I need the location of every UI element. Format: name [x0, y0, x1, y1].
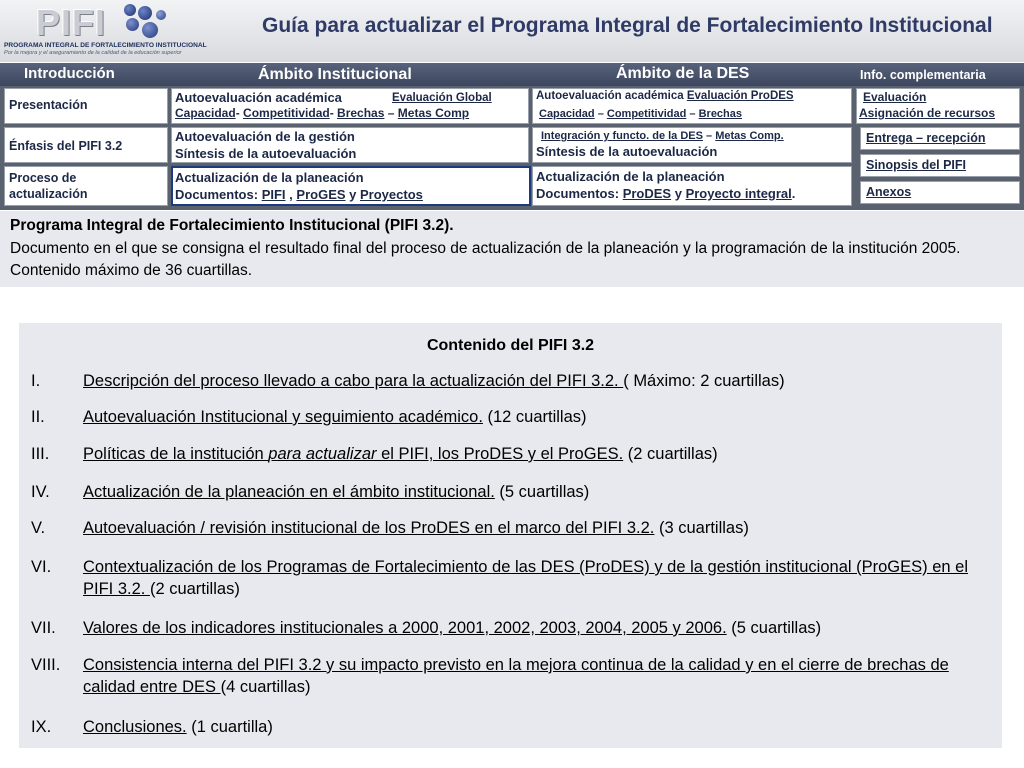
- item-text: [83, 370, 988, 392]
- tab-ambito-des[interactable]: Ámbito de la DES: [616, 65, 750, 82]
- item-rest: (2 cuartillas): [149, 580, 240, 598]
- item-rest: (1 cuartilla): [186, 718, 273, 736]
- link-integracion[interactable]: Integración y functo. de la DES: [541, 130, 703, 142]
- item-number: II.: [31, 408, 45, 426]
- link-metas-comp[interactable]: Metas Comp: [397, 106, 470, 120]
- separator: –: [689, 108, 696, 120]
- nav-cell-autoevaluacion-institucional[interactable]: [171, 88, 529, 124]
- item-link[interactable]: Conclusiones.: [83, 718, 187, 736]
- item-number: III.: [31, 445, 50, 463]
- description-title: Programa Integral de Fortalecimiento Institucional (PIFI 3.2).: [10, 217, 454, 234]
- contents-box: [19, 323, 1002, 748]
- nav-cell-presentacion[interactable]: [4, 88, 168, 124]
- nav-cell-entrega[interactable]: [860, 127, 1020, 150]
- item-text: [83, 556, 988, 600]
- nav-cell-actualizacion-des[interactable]: [532, 166, 852, 206]
- separator: -: [235, 106, 240, 120]
- nav-cell-anexos[interactable]: [860, 181, 1020, 204]
- item-text: [83, 617, 988, 639]
- link-proceso-line2[interactable]: actualización: [9, 187, 88, 201]
- page-title: Guía para actualizar el Programa Integral de Fortalecimiento Institucional: [262, 14, 993, 37]
- item-rest: (4 cuartillas): [220, 678, 311, 696]
- separator: –: [706, 130, 713, 142]
- description-box: [0, 211, 1024, 287]
- navigation-panel: [0, 63, 1024, 210]
- logo-ball-icon: [156, 10, 166, 20]
- separator: –: [387, 106, 395, 120]
- item-rest: (12 cuartillas): [482, 408, 587, 426]
- nav-cell-enfasis[interactable]: [4, 127, 168, 163]
- link-evaluacion[interactable]: Evaluación: [863, 90, 927, 104]
- link-proyecto-integral[interactable]: Proyecto integral: [685, 186, 792, 201]
- item-number: VI.: [31, 558, 52, 576]
- logo-word: PIFI: [36, 2, 107, 43]
- item-text: [83, 443, 988, 465]
- nav-header-bar: [0, 63, 1024, 86]
- link-actualizacion-des[interactable]: Actualización de la planeación: [536, 169, 725, 184]
- separator: -: [329, 106, 334, 120]
- tab-ambito-institucional[interactable]: Ámbito Institucional: [258, 66, 412, 83]
- separator: ,: [289, 187, 293, 202]
- item-link[interactable]: Valores de los indicadores institucionales a 2000, 2001, 2002, 2003, 2004, 2005 y 2006.: [83, 619, 727, 637]
- separator: –: [597, 108, 604, 120]
- item-rest: ( Máximo: 2 cuartillas): [623, 372, 785, 390]
- item-number: VIII.: [31, 656, 61, 674]
- link-presentacion[interactable]: Presentación: [9, 98, 88, 112]
- cap-comp-line: [175, 106, 469, 120]
- tab-introduccion[interactable]: Introducción: [24, 65, 115, 82]
- link-actualizacion-planeacion[interactable]: Actualización de la planeación: [175, 170, 364, 185]
- link-proyectos[interactable]: Proyectos: [360, 187, 423, 202]
- link-pifi[interactable]: PIFI: [261, 187, 286, 202]
- item-link[interactable]: Consistencia interna del PIFI 3.2 y su impacto previsto en la mejora continua de la calidad y en el cierre de brechas de calidad entre DES: [83, 656, 949, 696]
- item-link-italic[interactable]: para actualizar: [268, 445, 377, 463]
- link-capacidad-des[interactable]: Capacidad: [539, 108, 595, 120]
- link-capacidad[interactable]: Capacidad: [175, 106, 236, 120]
- item-rest: (5 cuartillas): [726, 619, 822, 637]
- link-sintesis-des[interactable]: Síntesis de la autoevaluación: [536, 144, 718, 159]
- item-link[interactable]: Actualización de la planeación en el ámbito institucional.: [83, 483, 495, 501]
- documentos-label: Documentos:: [536, 186, 620, 201]
- item-number: V.: [31, 519, 46, 537]
- item-link[interactable]: Descripción del proceso llevado a cabo para la actualización del PIFI 3.2.: [83, 372, 624, 390]
- item-rest: (3 cuartillas): [654, 519, 749, 537]
- link-competitividad-des[interactable]: Competitividad: [606, 108, 687, 120]
- header: [0, 0, 1024, 62]
- item-text: [83, 654, 988, 698]
- item-number: IX.: [31, 718, 52, 736]
- nav-cell-sinopsis[interactable]: [860, 154, 1020, 177]
- link-sinopsis[interactable]: Sinopsis del PIFI: [866, 158, 967, 172]
- logo-ball-icon: [124, 4, 136, 16]
- logo-ball-icon: [142, 22, 158, 38]
- item-text: [83, 517, 988, 539]
- link-autoevaluacion-academica[interactable]: Autoevaluación académica: [175, 90, 342, 105]
- nav-cell-evaluacion[interactable]: [856, 88, 1020, 124]
- period: .: [791, 186, 796, 201]
- tab-info-complementaria[interactable]: Info. complementaria: [860, 68, 986, 82]
- description-body: Documento en el que se consigna el resultado final del proceso de actualización de la planeación y la programación de la institución 2005. Contenido máximo de 36 cuartillas.: [10, 240, 961, 279]
- conjunction: y: [349, 187, 357, 202]
- link-sintesis-institucional[interactable]: Síntesis de la autoevaluación: [175, 146, 357, 161]
- item-link-part[interactable]: el PIFI, los ProDES y el ProGES.: [376, 445, 624, 463]
- logo-ball-icon: [126, 18, 139, 31]
- item-number: VII.: [31, 619, 56, 637]
- cap-comp-des-line: [539, 108, 742, 120]
- item-text: [83, 716, 988, 738]
- conjunction: y: [674, 186, 682, 201]
- link-prodes[interactable]: ProDES: [622, 186, 672, 201]
- link-brechas[interactable]: Brechas: [337, 106, 385, 120]
- item-number: IV.: [31, 483, 50, 501]
- link-asignacion-recursos[interactable]: Asignación de recursos: [859, 106, 996, 120]
- link-anexos[interactable]: Anexos: [866, 185, 912, 199]
- contents-title: Contenido del PIFI 3.2: [426, 337, 595, 354]
- nav-cell-integracion[interactable]: [532, 127, 852, 163]
- link-evaluacion-global[interactable]: Evaluación Global: [392, 92, 492, 104]
- link-enfasis[interactable]: Énfasis del PIFI 3.2: [9, 139, 123, 153]
- nav-cell-actualizacion-institucional[interactable]: [171, 166, 531, 206]
- nav-cell-proceso[interactable]: [4, 166, 168, 206]
- item-rest: (2 cuartillas): [623, 445, 718, 463]
- item-number: I.: [31, 372, 41, 390]
- link-metas-comp-des[interactable]: Metas Comp.: [715, 130, 784, 142]
- item-link[interactable]: Autoevaluación / revisión institucional de los ProDES en el marco del PIFI 3.2.: [83, 519, 655, 537]
- logo-subtitle: PROGRAMA INTEGRAL DE FORTALECIMIENTO INSTITUCIONAL: [4, 42, 207, 49]
- documentos-label: Documentos:: [175, 187, 259, 202]
- item-text: [83, 406, 988, 428]
- autoevaluacion-des-line: [536, 90, 794, 102]
- link-proges[interactable]: ProGES: [296, 187, 346, 202]
- item-link[interactable]: Contextualización de los Programas de Fortalecimiento de las DES (ProDES) y de la gestión institucional (ProGES) en el PIFI 3.2.: [83, 558, 968, 598]
- documentos-des-line: [536, 186, 795, 201]
- link-evaluacion-prodes[interactable]: Evaluación ProDES: [686, 90, 794, 102]
- item-rest: (5 cuartillas): [494, 483, 590, 501]
- item-text: [83, 481, 988, 503]
- nav-cell-autoevaluacion-des[interactable]: [532, 88, 852, 124]
- item-link[interactable]: [83, 445, 623, 463]
- link-entrega-recepcion[interactable]: Entrega – recepción: [866, 131, 986, 145]
- link-autoevaluacion-academica-des[interactable]: Autoevaluación académica: [536, 90, 684, 102]
- link-autoevaluacion-gestion[interactable]: Autoevaluación de la gestión: [175, 129, 355, 144]
- item-link[interactable]: Autoevaluación Institucional y seguimiento académico.: [83, 408, 483, 426]
- link-proceso-line1[interactable]: Proceso de: [9, 171, 77, 185]
- link-brechas-des[interactable]: Brechas: [698, 108, 743, 120]
- logo-tagline: Por la mejora y el aseguramiento de la calidad de la educación superior: [4, 50, 182, 56]
- item-link-part[interactable]: Políticas de la institución: [83, 445, 269, 463]
- integracion-line: [541, 130, 784, 142]
- documentos-line: [175, 187, 423, 202]
- link-competitividad[interactable]: Competitividad: [243, 106, 330, 120]
- pifi-logo: [4, 2, 207, 60]
- logo-ball-icon: [138, 6, 152, 20]
- nav-cell-gestion[interactable]: [171, 127, 529, 163]
